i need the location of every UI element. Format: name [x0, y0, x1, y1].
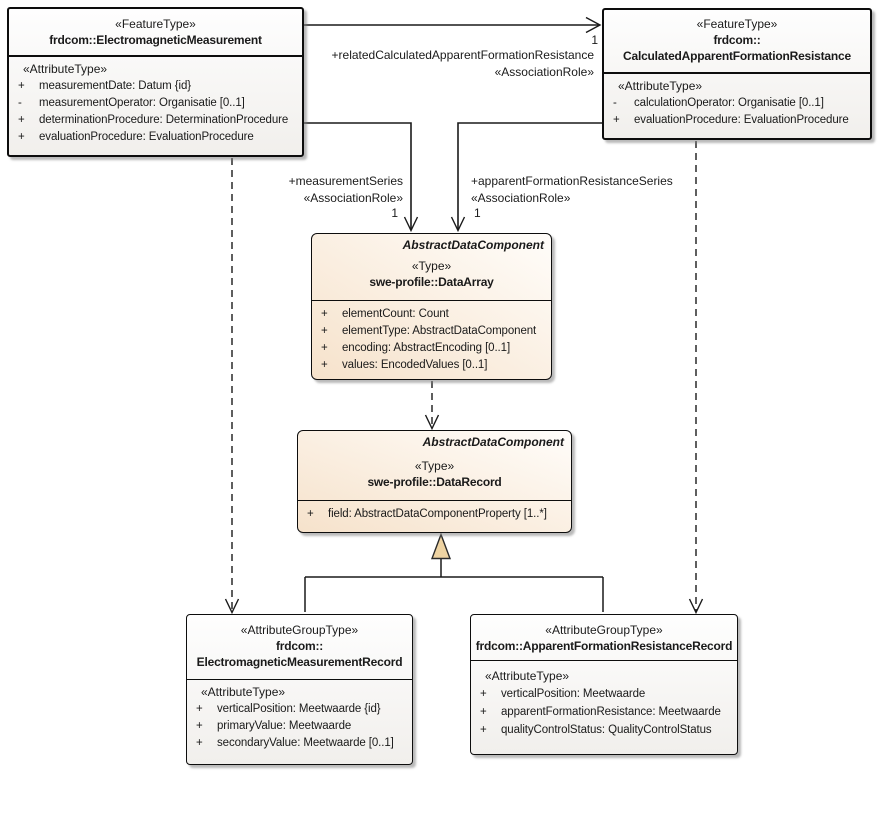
attribute-row: [471, 703, 737, 721]
attribute-text: secondaryValue: Meetwaarde [0..1]: [217, 737, 394, 749]
attribute-text: values: EncodedValues [0..1]: [342, 359, 488, 371]
association-role-name-label: +apparentFormationResistanceSeries: [471, 174, 673, 188]
association-role-name-label: +measurementSeries: [288, 174, 403, 188]
class-name: ElectromagneticMeasurementRecord: [196, 655, 403, 669]
class-calculated-apparent-formation-resistance[interactable]: [602, 8, 872, 140]
attribute-row: [312, 357, 551, 374]
generalization-tree-line: [305, 559, 603, 612]
attribute-row: [312, 306, 551, 323]
class-name-compartment: [471, 615, 737, 660]
association-stereotype-label: «AssociationRole»: [471, 191, 571, 205]
class-stereotype: «AttributeGroupType»: [545, 623, 663, 637]
attribute-row: [312, 323, 551, 340]
open-arrowhead-down-icon: [452, 217, 465, 231]
association-role-name-label: +relatedCalculatedApparentFormationResistance: [331, 48, 594, 62]
multiplicity-label: 1: [591, 33, 598, 47]
attribute-text: field: AbstractDataComponentProperty [1..*]: [328, 508, 547, 520]
class-name: swe-profile::DataArray: [369, 275, 494, 289]
visibility-marker: +: [18, 131, 25, 143]
visibility-marker: +: [321, 308, 328, 320]
attribute-row: [604, 95, 870, 112]
class-stereotype: «Type»: [411, 259, 452, 273]
attribute-text: encoding: AbstractEncoding [0..1]: [342, 342, 511, 354]
attribute-row: [9, 129, 302, 146]
visibility-marker: +: [321, 359, 328, 371]
attribute-text: elementType: AbstractDataComponent: [342, 325, 537, 337]
attribute-row: [9, 78, 302, 95]
visibility-marker: +: [321, 325, 328, 337]
class-name-compartment: [604, 10, 870, 72]
class-swe-datarecord[interactable]: [297, 430, 572, 533]
attribute-text: calculationOperator: Organisatie [0..1]: [634, 97, 824, 109]
attribute-compartment: [471, 660, 737, 739]
visibility-marker: +: [18, 80, 25, 92]
attribute-text: elementCount: Count: [342, 308, 449, 320]
parent-class-name: AbstractDataComponent: [422, 435, 564, 449]
class-stereotype: «FeatureType»: [115, 17, 196, 31]
attribute-compartment: [187, 679, 412, 752]
class-name-compartment: [312, 234, 551, 300]
open-arrowhead-down-icon: [405, 217, 418, 231]
attribute-compartment: [9, 55, 302, 146]
attribute-row: [471, 685, 737, 703]
attribute-text: primaryValue: Meetwaarde: [217, 720, 352, 732]
open-arrowhead-down-icon: [690, 599, 703, 613]
parent-class-name: AbstractDataComponent: [402, 238, 544, 252]
visibility-marker: +: [307, 508, 314, 520]
class-name: frdcom::: [275, 639, 324, 653]
attribute-compartment: [298, 500, 571, 523]
visibility-marker: +: [196, 720, 203, 732]
attribute-text: evaluationProcedure: EvaluationProcedure: [39, 131, 254, 143]
class-swe-dataarray[interactable]: [311, 233, 552, 380]
visibility-marker: +: [18, 114, 25, 126]
attribute-text: evaluationProcedure: EvaluationProcedure: [634, 114, 849, 126]
attribute-row: [187, 735, 412, 752]
attribute-stereotype: «AttributeType»: [23, 62, 108, 76]
attribute-text: verticalPosition: Meetwaarde {id}: [217, 703, 381, 715]
visibility-marker: +: [196, 703, 203, 715]
class-name-compartment: [187, 615, 412, 679]
visibility-marker: +: [321, 342, 328, 354]
visibility-marker: +: [196, 737, 203, 749]
class-name: frdcom::ApparentFormationResistanceRecord: [475, 639, 733, 653]
attribute-compartment: [312, 300, 551, 374]
visibility-marker: +: [480, 688, 487, 700]
class-name: frdcom::: [713, 33, 761, 47]
attribute-text: measurementDate: Datum {id}: [39, 80, 191, 92]
attribute-text: verticalPosition: Meetwaarde: [501, 688, 646, 700]
attribute-row: [9, 112, 302, 129]
visibility-marker: +: [480, 724, 487, 736]
class-apparent-formation-resistance-record[interactable]: [470, 614, 738, 755]
attribute-row: [604, 112, 870, 129]
class-electromagnetic-measurement-record[interactable]: [186, 614, 413, 765]
visibility-marker: -: [18, 97, 22, 109]
class-name-compartment: [298, 431, 571, 500]
attribute-stereotype: «AttributeType»: [201, 685, 286, 699]
open-arrowhead-down-icon: [226, 599, 239, 613]
class-stereotype: «Type»: [414, 459, 455, 473]
attribute-stereotype: «AttributeType»: [485, 669, 570, 683]
attribute-row: [9, 95, 302, 112]
attribute-row: [471, 721, 737, 739]
open-arrowhead-right-icon: [586, 18, 600, 33]
association-stereotype-label: «AssociationRole»: [494, 65, 594, 79]
class-name: swe-profile::DataRecord: [367, 475, 502, 489]
attribute-text: qualityControlStatus: QualityControlStatus: [501, 724, 712, 736]
class-name: CalculatedApparentFormationResistance: [623, 49, 851, 63]
attribute-compartment: [604, 72, 870, 129]
attribute-text: apparentFormationResistance: Meetwaarde: [501, 706, 721, 718]
generalization-triangle-icon: [432, 535, 450, 559]
class-electromagnetic-measurement[interactable]: [7, 7, 304, 157]
visibility-marker: +: [613, 114, 620, 126]
attribute-row: [298, 506, 571, 523]
visibility-marker: +: [480, 706, 487, 718]
class-stereotype: «FeatureType»: [696, 17, 778, 31]
multiplicity-label: 1: [474, 206, 481, 220]
class-stereotype: «AttributeGroupType»: [240, 623, 359, 637]
class-name: frdcom::ElectromagneticMeasurement: [49, 33, 262, 47]
association-stereotype-label: «AssociationRole»: [303, 191, 403, 205]
attribute-stereotype: «AttributeType»: [618, 79, 703, 93]
visibility-marker: -: [613, 97, 617, 109]
attribute-text: measurementOperator: Organisatie [0..1]: [39, 97, 245, 109]
attribute-text: determinationProcedure: DeterminationProcedure: [39, 114, 289, 126]
attribute-row: [187, 701, 412, 718]
attribute-row: [312, 340, 551, 357]
class-name-compartment: [9, 9, 302, 55]
multiplicity-label: 1: [391, 206, 398, 220]
open-arrowhead-down-icon: [426, 415, 439, 429]
attribute-row: [187, 718, 412, 735]
